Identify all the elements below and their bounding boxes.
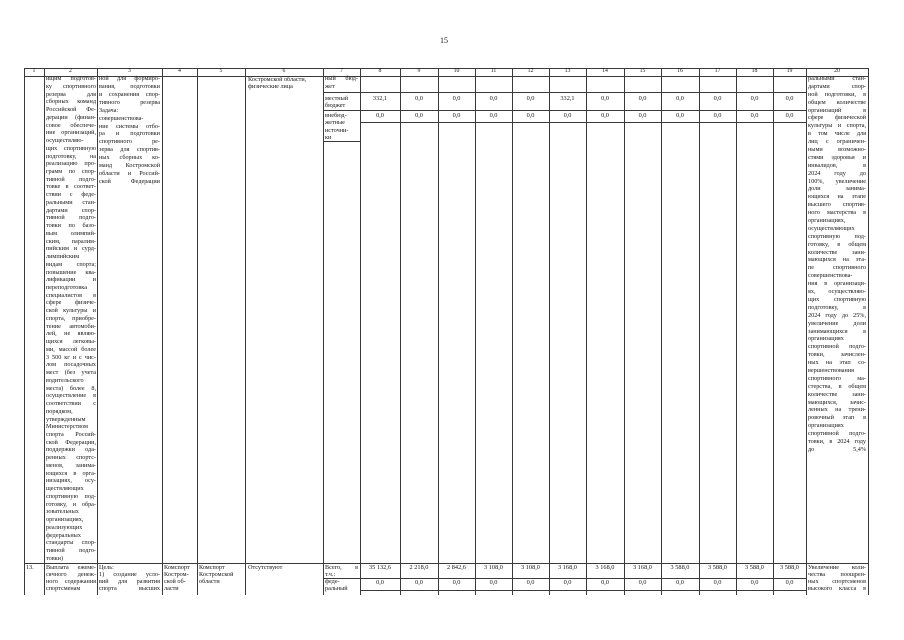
grid-line [699, 68, 700, 595]
column-number: 7 [340, 68, 343, 74]
participants-cell: Отсутствуют [248, 563, 283, 571]
funding-value-cell: 35 132,6 [368, 564, 392, 571]
grid-line [773, 68, 774, 595]
funding-source-label: феде- ральный [325, 577, 348, 592]
funding-source-label: внебюд- жетные источни- ки [325, 111, 349, 142]
column-number: 6 [282, 68, 286, 74]
grid-line [245, 68, 246, 595]
grid-line [586, 68, 587, 595]
funding-value-cell: 0,0 [785, 94, 794, 102]
participants-cell: Костромской области, физические лица [248, 75, 307, 90]
funding-value-cell: 0,0 [785, 111, 794, 119]
funding-value-cell: 0,0 [415, 111, 423, 119]
grid-line [24, 68, 25, 595]
grid-line [475, 68, 476, 595]
funding-value-cell: 0,0 [676, 94, 684, 102]
grid-line [400, 68, 401, 595]
funding-value-cell: 3 168,0 [595, 564, 615, 571]
column-number: 15 [639, 68, 646, 74]
column-number: 2 [69, 68, 72, 74]
column-number: 11 [490, 68, 497, 74]
funding-value-cell: 0,0 [376, 111, 384, 119]
funding-value-cell: 0,0 [750, 111, 759, 119]
funding-source-label: местный бюджет [325, 94, 349, 109]
goal-continuation: ной для формиро- вания, подготовки и сохранения спор- тивного резерва Задача: совершенствова- ние системы отбо- ра и подготовки спортивного ре- зерва для спортив- ных сборных ко- манд Костромской области и Россий- ской Федерации [99, 75, 160, 185]
funding-value-cell: 0,0 [750, 94, 759, 102]
funding-value-cell: 0,0 [638, 111, 647, 119]
funding-source-label: ный бюд- жет [325, 75, 358, 90]
funding-value-cell: 0,0 [526, 111, 535, 119]
funding-value-cell: 3 168,0 [558, 564, 577, 571]
grid-line [438, 68, 439, 595]
funding-value-cell: 0,0 [415, 94, 423, 102]
column-number: 18 [751, 68, 758, 74]
funding-value-cell: 0,0 [376, 578, 384, 586]
grid-line [360, 122, 806, 123]
column-number: 1 [32, 68, 36, 74]
grid-line [162, 68, 163, 595]
funding-value-cell: 0,0 [415, 578, 423, 586]
column-number: 10 [453, 68, 460, 74]
column-number: 8 [378, 68, 382, 74]
funding-value-cell: 0,0 [601, 111, 609, 119]
funding-row-federal [360, 579, 806, 586]
grid-line [512, 68, 513, 595]
funding-value-cell: 0,0 [750, 578, 759, 586]
coordinator-cell: Комспорт Костром- ской об- ласти [164, 563, 190, 592]
expected-result-continuation: ральными стан- дартами спор- ной подготовки, в общем количестве организаций в сфере физической культуры и спорта, в том числе для лиц с ограничен- ными возможно- стями здоровья и инвалидов, в 2024 году до 100%, увеличение доли занима- ющихся на этапе высшего спортив- ного мастерства в организациях, осуществляющих спортивную под- готовку, в общем количестве зани- мающихся на эта- пе спортивного совершенствова- ния в организаци- ях, осуществляю- щих спортивную подготовку, в 2024 году до 25%, увеличение доли занимающихся в организациях спортивной подго- товки, зачислен- ных на этап со- вершенствования спортивного ма- стерства, в общем количестве зани- мающихся, зачис- ленных на трени- ровочный этап в организациях спортивной подго- товки, в 2024 году до 5,4% [808, 75, 866, 453]
grid-line [360, 590, 806, 591]
funding-value-cell: 332,1 [372, 94, 388, 102]
funding-value-cell: 0,0 [785, 578, 794, 586]
column-number: 4 [178, 68, 181, 74]
funding-value-cell: 0,0 [489, 94, 498, 102]
grid-line [549, 68, 550, 595]
column-number: 3 [128, 68, 131, 74]
grid-line [624, 68, 625, 595]
column-number: 5 [219, 68, 223, 74]
funding-value-cell: 0,0 [489, 111, 498, 119]
event-name-continuation: ищим подготов- ку спортивного резерва для сборных команд Российской Фе- дерации (финан- совое обеспече- ние организаций, осуществляю- щих спортивную подготовку, на реализацию про- грамм по спор- тивной подго- товке в соответ- ствии с феде- ральными стан- дартами спор- тивной подго- товки по базо- вым олимпий- ским, паралим- пийским и сурд- лимпийским видам спорта; повышение ква- лификации и переподготовка специалистов в сфере физиче- ской культуры и спорта, приобре- тение автомоби- лей, не являю- щихся легковы- ми, массой более 3 500 кг и с чис- лом посадочных мест (без учета водительского места) более 8, осуществление в соответствии с порядком, утвержденным Министерством спорта Россий- ской Федерации, поддержки ода- ренных спортс- менов, занима- ющихся в орга- низациях, осу- ществляющих спортивную под- готовку, и обра- зовательных организациях, реализующих федеральных стандарты спор- тивной подго- товки) [46, 75, 96, 562]
funding-value-cell: 3 588,0 [670, 564, 690, 571]
funding-value-cell: 3 588,0 [780, 564, 799, 571]
goal-cell: Цель: 1) создание усло- вий для развития спорта высших [99, 563, 160, 592]
grid-line [736, 68, 737, 595]
funding-value-cell: 0,0 [713, 111, 722, 119]
column-number: 13 [564, 68, 571, 74]
column-number: 17 [714, 68, 721, 74]
funding-value-cell: 0,0 [713, 94, 722, 102]
column-number: 16 [677, 68, 683, 74]
event-name: Выплата ежеме- сячного денеж- ного содержания спортсменам [46, 563, 96, 592]
funding-value-cell: 3 108,0 [521, 564, 540, 571]
funding-value-cell: 3 588,0 [745, 564, 764, 571]
funding-value-cell: 0,0 [489, 578, 498, 586]
funding-value-cell: 0,0 [638, 94, 647, 102]
funding-value-cell: 332,1 [560, 94, 575, 102]
funding-value-cell: 3 168,0 [633, 564, 652, 571]
column-number: 19 [786, 68, 793, 74]
funding-value-cell: 0,0 [452, 578, 461, 586]
funding-value-cell: 3 108,0 [484, 564, 503, 571]
funding-value-cell: 0,0 [452, 94, 461, 102]
funding-value-cell: 0,0 [676, 578, 684, 586]
funding-value-cell: 0,0 [638, 578, 647, 586]
column-number: 14 [602, 68, 608, 74]
funding-row-extrabudgetary [360, 112, 806, 119]
funding-value-cell: 0,0 [676, 111, 684, 119]
expected-result-cell: Увеличение коли- чества поощрен- ных спортсменов высокого класса в [808, 563, 866, 592]
column-number: 20 [834, 68, 840, 74]
grid-line [661, 68, 662, 595]
executor-cell: Комспорт Костромской области [199, 563, 234, 585]
funding-value-cell: 0,0 [452, 111, 461, 119]
funding-row-total [360, 564, 806, 571]
column-number: 9 [417, 68, 421, 74]
funding-value-cell: 0,0 [563, 578, 572, 586]
column-number: 12 [527, 68, 534, 74]
grid-line [197, 68, 198, 595]
grid-line [806, 68, 807, 595]
funding-value-cell: 0,0 [526, 578, 535, 586]
funding-value-cell: 2 218,0 [409, 564, 429, 571]
grid-line [323, 68, 324, 595]
funding-row-local-budget [360, 95, 806, 102]
funding-value-cell: 0,0 [526, 94, 535, 102]
funding-value-cell: 0,0 [563, 111, 572, 119]
funding-value-cell: 2 842,6 [447, 564, 466, 571]
funding-value-cell: 0,0 [713, 578, 722, 586]
grid-line [323, 92, 806, 93]
grid-line [44, 68, 45, 595]
row-number: 13. [26, 563, 34, 571]
funding-value-cell: 0,0 [601, 578, 609, 586]
funding-source-label: Всего, в т.ч.: [325, 563, 358, 578]
grid-line [868, 68, 869, 595]
funding-value-cell: 0,0 [601, 94, 609, 102]
grid-line [97, 68, 98, 595]
funding-value-cell: 3 588,0 [708, 564, 727, 571]
page-number: 15 [440, 36, 448, 45]
grid-line [360, 68, 361, 595]
